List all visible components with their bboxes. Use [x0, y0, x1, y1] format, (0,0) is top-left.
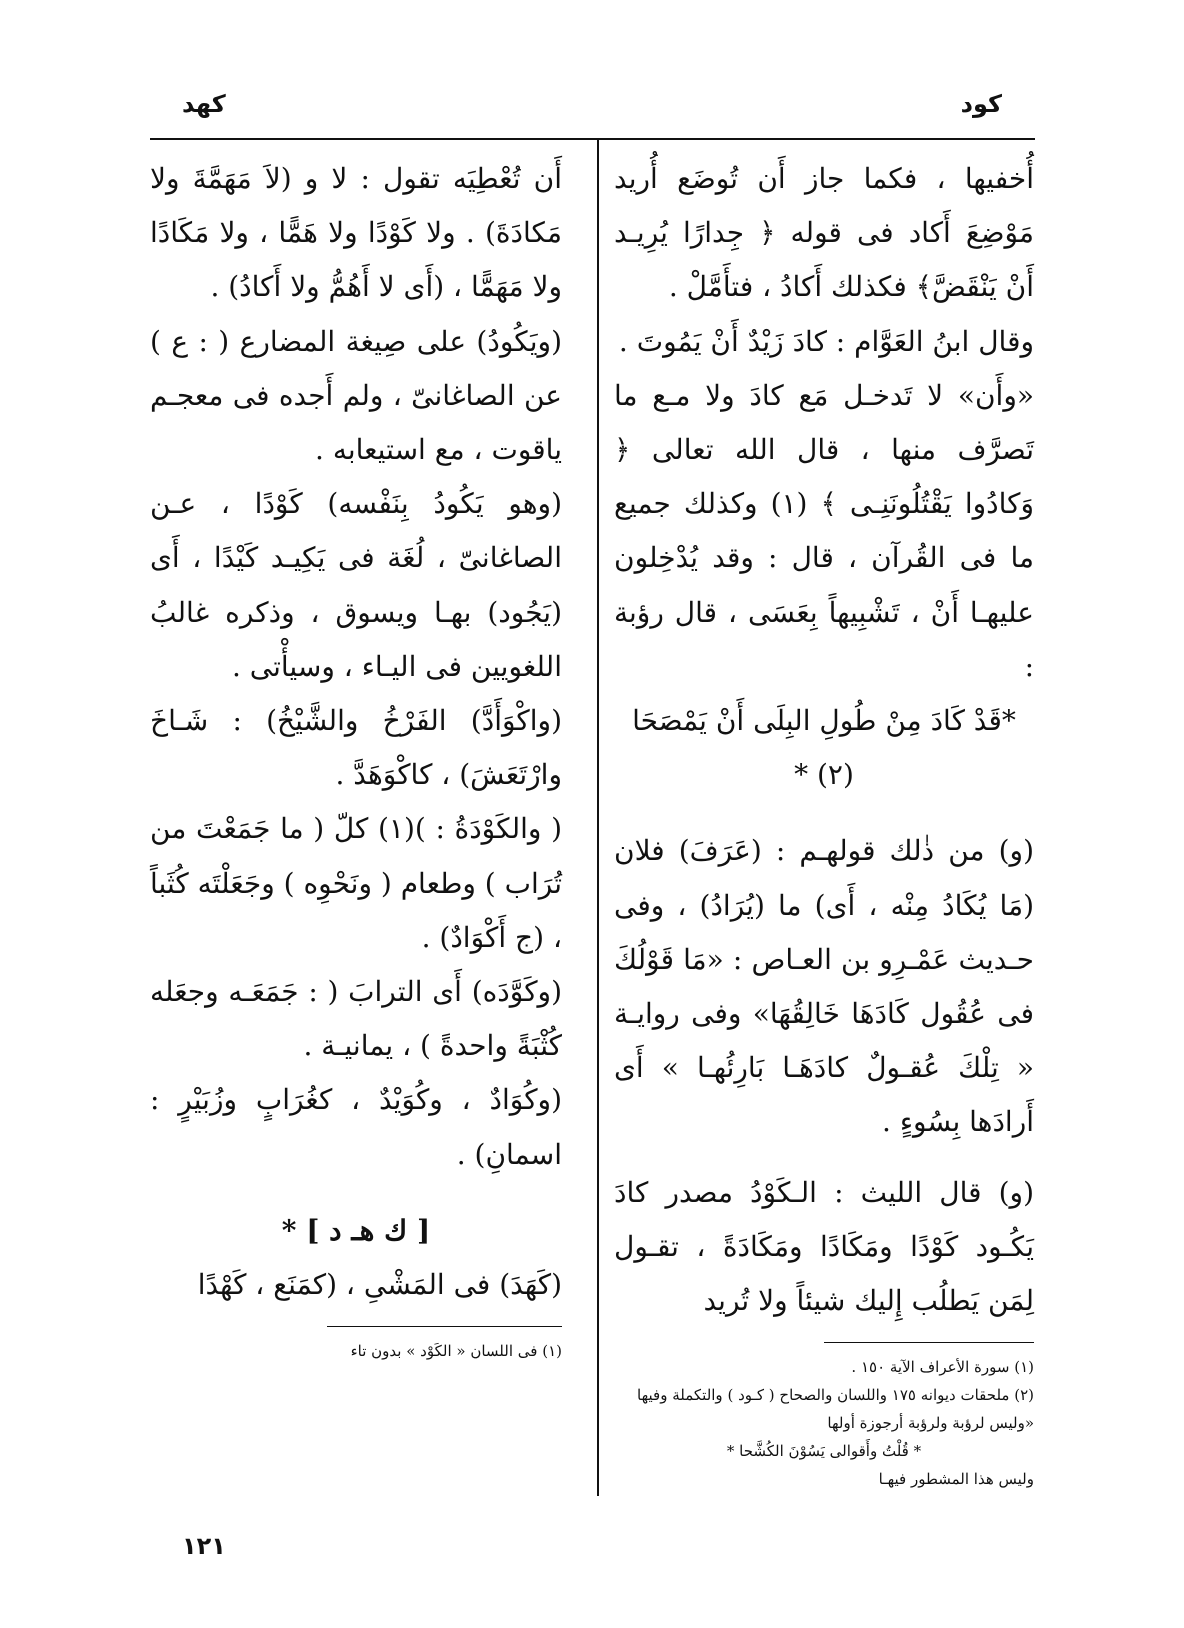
footnote-rule — [327, 1326, 562, 1327]
paragraph: «وأَن» لا تَدخـل مَع كادَ ولا مـع ما تَصرَّف منها ، قال الله تعالى ﴿ وَكادُوا يَقْتُلُونَنِـى ﴾ (١) وكذلك جميع ما فى القُرآن ، قال : وقد يُدْخِلون عليهـا أَنْ ، تَشْبِيهاً بِعَسَى ، قال رؤبة : — [614, 378, 1035, 683]
paragraph: (وكُوَادٌ ، وكُوَيْدٌ ، كغُرَابٍ وزُبَيْرٍ : اسمانِ) . — [150, 1083, 562, 1171]
paragraph: وقال ابنُ العَوَّام : كادَ زَيْدٌ أَنْ يَمُوتَ . — [618, 324, 1034, 358]
footnote-verse: * قُلْتُ وأَقوالى يَسُوْنَ الكُشَّحا * — [726, 1442, 922, 1461]
right-column — [614, 152, 1034, 1493]
footnote: (٢) ملحقات ديوانه ١٧٥ واللسان والصحاح ( كـود ) والتكملة وفيها «وليس لرؤبة ولرؤبة أرجوزة أولها — [637, 1386, 1034, 1433]
paragraph: أُخفيها ، فكما جاز أَن تُوضَع أُريد مَوْضِعَ أَكاد فى قوله ﴿ جِدارًا يُرِيـد أَنْ يَنْقَضَّ﴾ فكذلك أَكادُ ، فتأَمَّلْ . — [614, 162, 1034, 304]
paragraph: (وكَوَّدَه) أَى الترابَ ( : جَمَعَـه وجعَله كُثْبَةً واحدةً ) ، يمانيـة . — [150, 975, 562, 1063]
paragraph: (وهو يَكُودُ بِنَفْسه) كَوْدًا ، عـن الصاغانىّ ، لُغَة فى يَكِيـد كَيْدًا ، أَى (يَجُود) بهـا ويسوق ، وذكره غالبُ اللغويين فى اليـاء ، وسيأْتى . — [150, 487, 562, 683]
running-head-right: كود — [960, 90, 1002, 118]
paragraph: (و) من ذٰلك قولهـم : (عَرَفَ) فلان (مَا يُكَادُ مِنْه ، أَى) ما (يُرَادُ) ، وفى حـديث عَمْـرِو بن العـاص : «مَا قَوْلُكَ فى عُقُول كَادَهَا خَالِقُهَا» وفى روايـة « تِلْكَ عُقـولٌ كادَهَـا بَارِئُهـا » أَى أَرادَها بِسُوءٍ . — [614, 834, 1034, 1139]
paragraph: (ويَكُودُ) على صِيغة المضارع ( : ع ) عن الصاغانىّ ، ولم أَجده فى معجـم ياقوت ، مع استيعابه . — [150, 324, 562, 467]
footnotes-left — [150, 1337, 562, 1365]
footnotes-right — [614, 1353, 1034, 1493]
column-divider — [597, 138, 599, 1496]
verse-line: *قَدْ كَادَ مِنْ طُولِ البِلَى أَنْ يَمْصَحَا (٢) * — [632, 704, 1016, 792]
paragraph: (واكْوَأَدَّ) الفَرْخُ والشَّيْخُ) : شَـاخَ وارْتَعَشَ) ، كاكْوَهَدَّ . — [150, 704, 562, 792]
paragraph: (كَهَدَ) فى المَشْىِ ، (كمَنَع ، كَهْدًا — [197, 1268, 562, 1302]
footnote: (١) سورة الأعراف الآية ١٥٠ . — [851, 1358, 1034, 1377]
running-head-left: كهد — [182, 90, 226, 118]
section-heading: [ ك هـ د ] * — [281, 1213, 431, 1247]
footnote-rule — [824, 1342, 1034, 1343]
footnote: (١) فى اللسان « الكَوْد » بدون تاء — [350, 1342, 562, 1361]
footnote: وليس هذا المشطور فيهـا — [878, 1470, 1034, 1489]
header-rule — [150, 138, 1035, 140]
page-number: ١٢١ — [182, 1532, 226, 1560]
left-column — [150, 152, 562, 1365]
paragraph: أَن تُعْطِيَه تقول : لا و (لاَ مَهَمَّةَ ولا مَكادَةَ) . ولا كَوْدًا ولا هَمًّا ، ولا مَكَادًا ولا مَهَمًّا ، (أَى لا أَهُمُّ ولا أَكادُ) . — [150, 162, 562, 304]
paragraph: (و) قال الليث : الـكَوْدُ مصدر كادَ يَكُـود كَوْدًا ومَكَادًا ومَكَادَةً ، تقـول لِمَن يَطلُب إِليك شيئاً ولا تُريد — [614, 1175, 1034, 1318]
paragraph: ( والكَوْدَةُ : )(١) كلّ ( ما جَمَعْتَ من تُرَاب ) وطعام ( ونَحْوِه ) وجَعَلْتَه كُثَباً ، (ج أَكْوَادٌ) . — [150, 812, 562, 954]
